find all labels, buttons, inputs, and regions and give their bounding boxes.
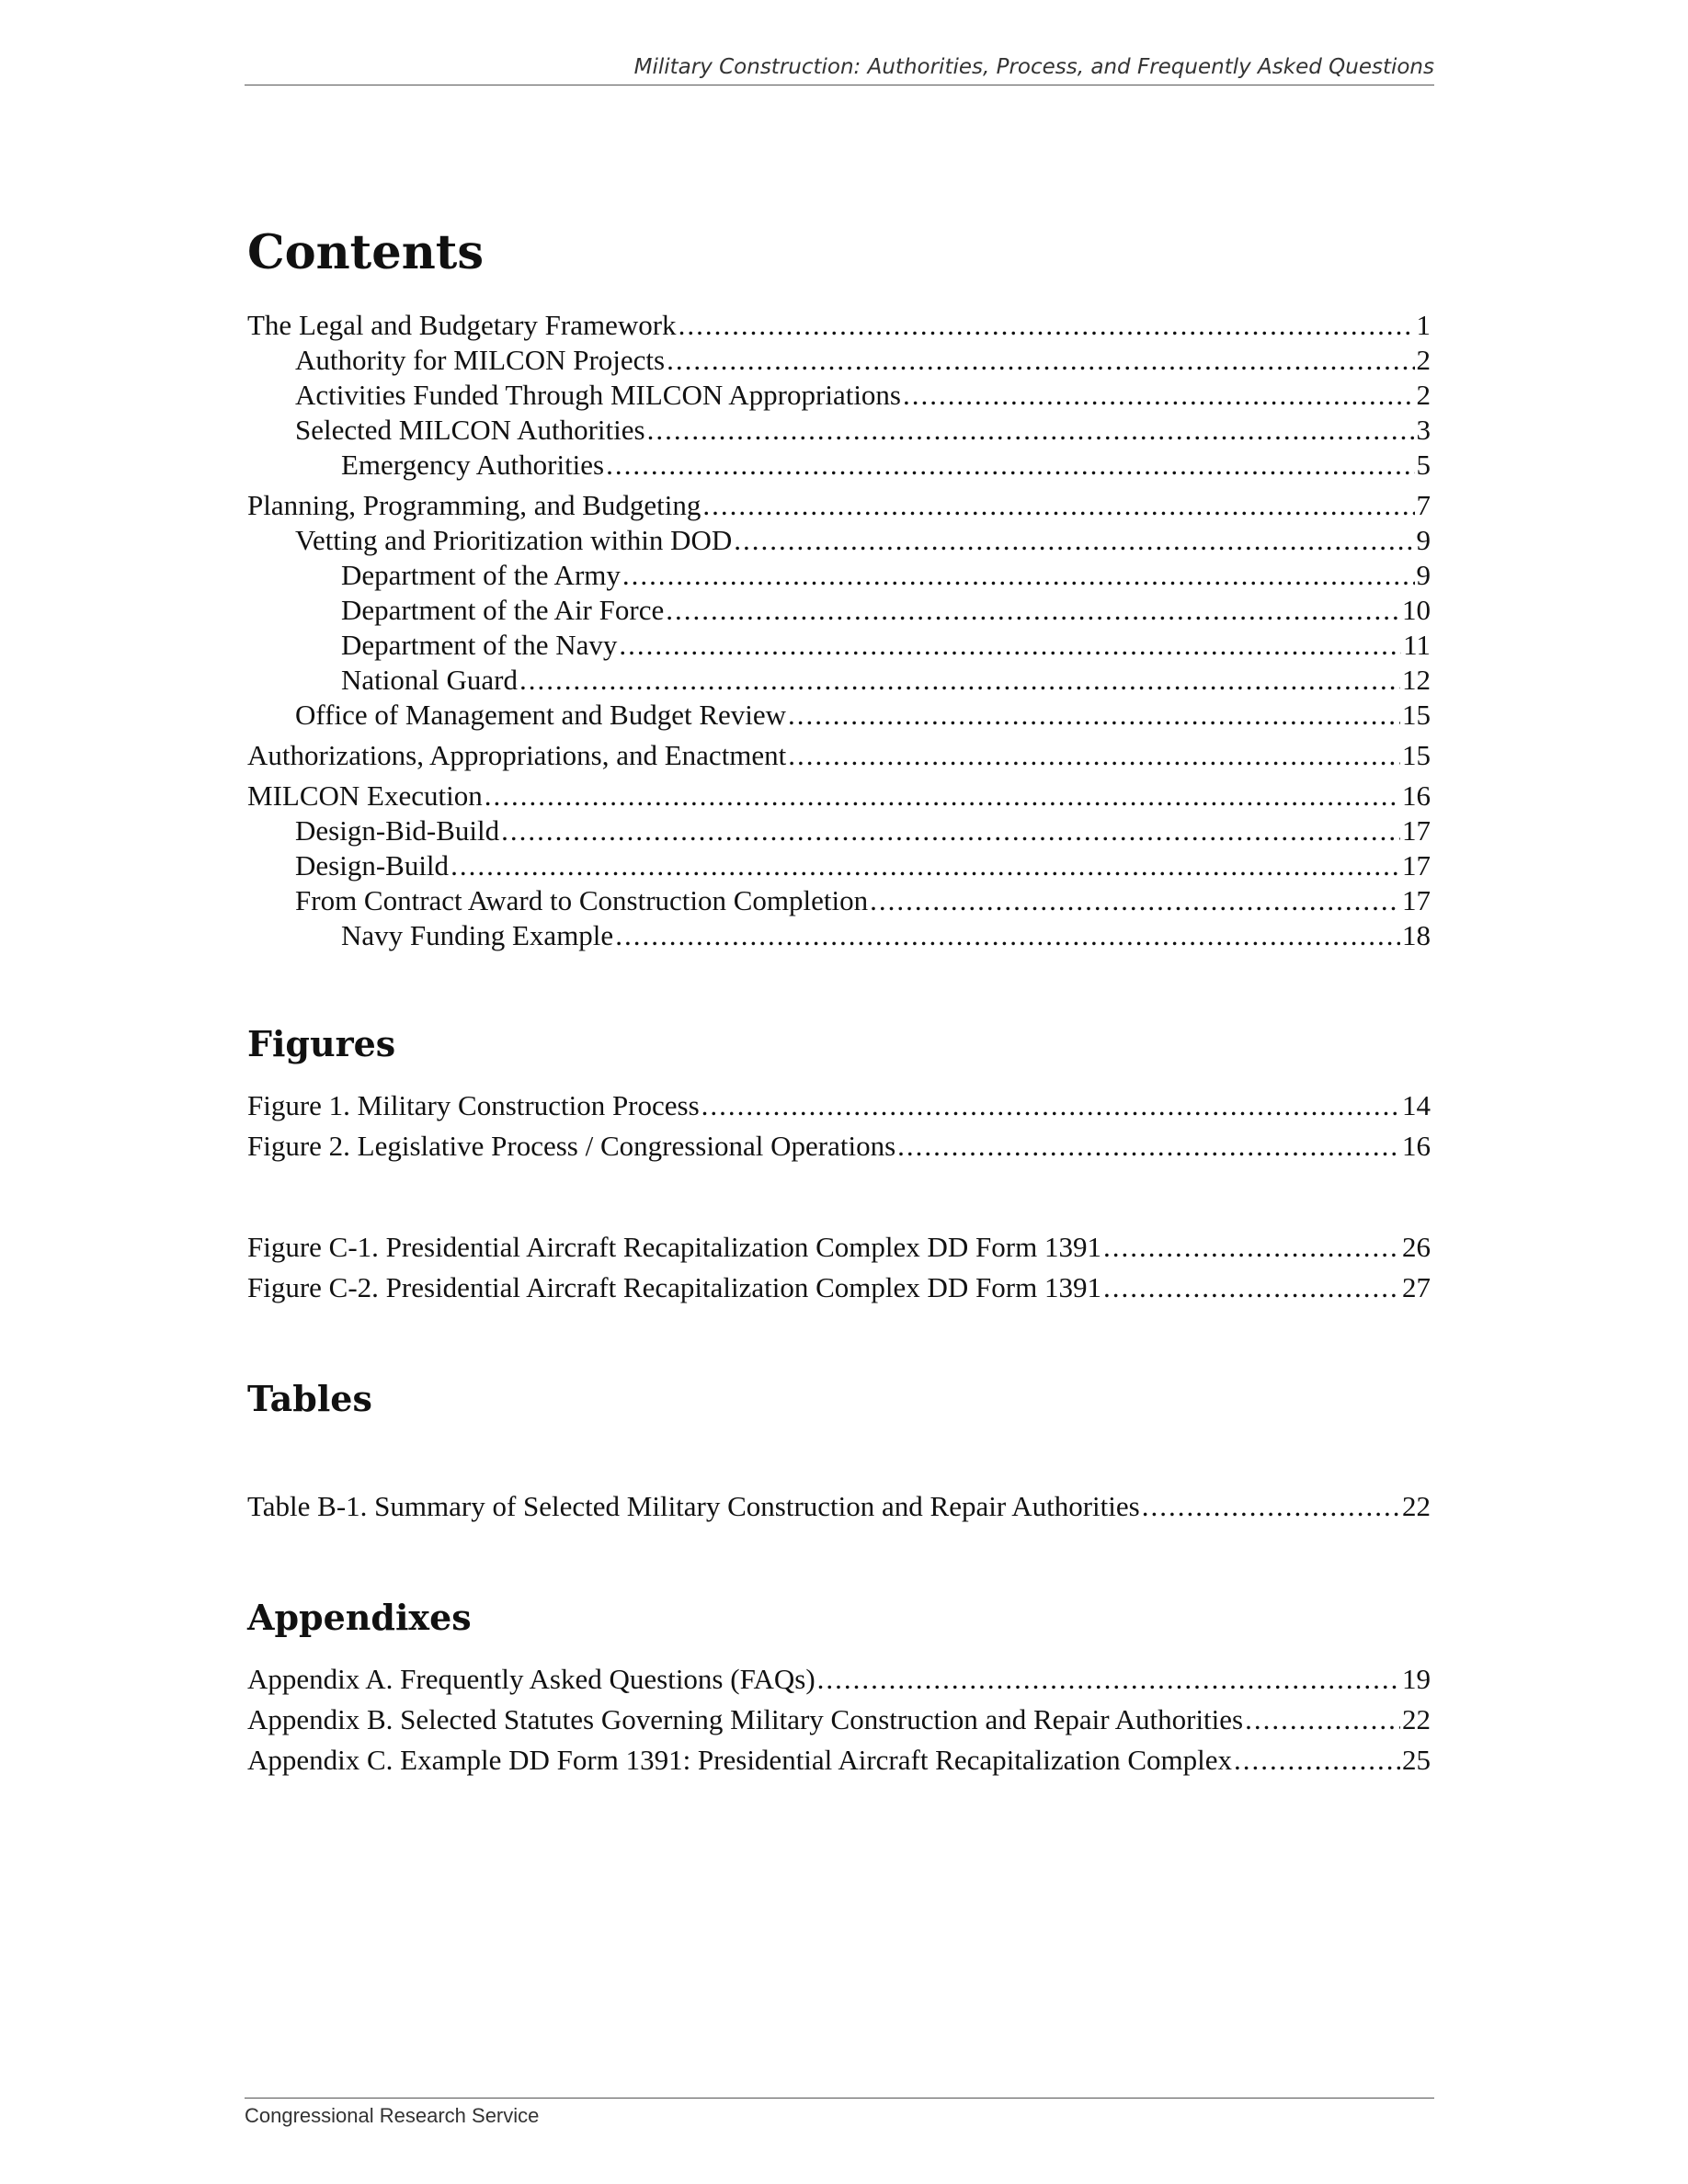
toc-entry[interactable]: Department of the Navy ..... 11 [247,628,1431,663]
figures-list [247,1086,1431,1166]
toc-entry[interactable]: Office of Management and Budget Review ..... 15 [247,698,1431,733]
running-header: Military Construction: Authorities, Process, and Frequently Asked Questions [245,55,1434,85]
toc-entry[interactable]: Vetting and Prioritization within DOD ..... 9 [247,523,1431,558]
appendix-figures-list [247,1227,1431,1308]
toc-entry[interactable]: Department of the Army ..... 9 [247,558,1431,593]
toc-entry[interactable]: Authorizations, Appropriations, and Enactment ..... 15 [247,738,1431,773]
running-footer: Congressional Research Service [245,2098,1434,2128]
toc-entry[interactable]: Authority for MILCON Projects ..... 2 [247,343,1431,378]
tables-list [247,1486,1431,1527]
toc-entry[interactable]: Planning, Programming, and Budgeting ..... 7 [247,488,1431,523]
tables-heading: Tables [247,1378,372,1419]
toc-entry[interactable]: Figure C-2. Presidential Aircraft Recapitalization Complex DD Form 1391 ..... 27 [247,1268,1431,1308]
toc-entry[interactable]: From Contract Award to Construction Completion ..... 17 [247,883,1431,918]
toc-entry[interactable]: Design-Bid-Build ..... 17 [247,813,1431,848]
contents-list [247,308,1431,953]
toc-entry[interactable]: Appendix A. Frequently Asked Questions (FAQs) ..... 19 [247,1659,1431,1700]
toc-entry[interactable]: Figure 1. Military Construction Process ..... 14 [247,1086,1431,1126]
table-of-contents [247,225,1431,1780]
toc-entry[interactable]: Activities Funded Through MILCON Appropriations ..... 2 [247,378,1431,413]
toc-entry[interactable]: MILCON Execution ..... 16 [247,779,1431,813]
toc-entry[interactable]: Figure 2. Legislative Process / Congressional Operations ..... 16 [247,1126,1431,1166]
toc-entry[interactable]: Emergency Authorities ..... 5 [247,448,1431,483]
toc-entry[interactable]: Appendix B. Selected Statutes Governing Military Construction and Repair Authorities ..... 22 [247,1700,1431,1740]
toc-entry[interactable]: The Legal and Budgetary Framework ..... 1 [247,308,1431,343]
toc-entry[interactable]: Figure C-1. Presidential Aircraft Recapitalization Complex DD Form 1391 ..... 26 [247,1227,1431,1268]
toc-entry[interactable]: Selected MILCON Authorities ..... 3 [247,413,1431,448]
toc-entry[interactable]: Appendix C. Example DD Form 1391: Presidential Aircraft Recapitalization Complex ..... 25 [247,1740,1431,1780]
appendixes-heading: Appendixes [247,1597,472,1638]
toc-entry[interactable]: Navy Funding Example ..... 18 [247,918,1431,953]
toc-entry[interactable]: Table B-1. Summary of Selected Military Construction and Repair Authorities ..... 22 [247,1486,1431,1527]
toc-entry[interactable]: National Guard ..... 12 [247,663,1431,698]
appendixes-list [247,1659,1431,1780]
toc-entry[interactable]: Department of the Air Force ..... 10 [247,593,1431,628]
figures-heading: Figures [247,1023,396,1064]
toc-entry[interactable]: Design-Build ..... 17 [247,848,1431,883]
contents-heading: Contents [247,225,485,280]
